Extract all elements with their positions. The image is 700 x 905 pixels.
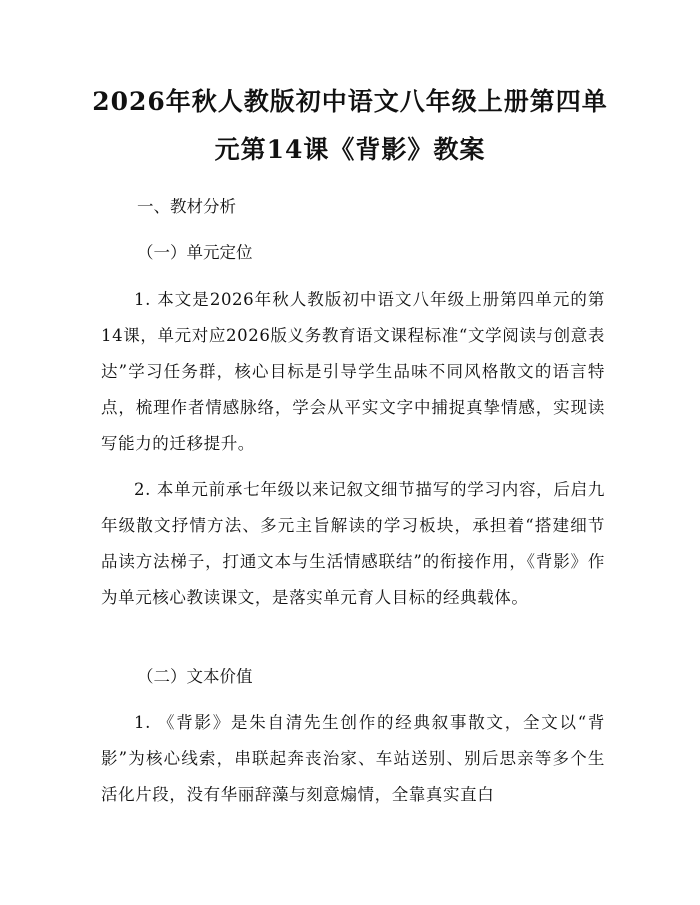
subsection-heading-unit-positioning: （一）单元定位 <box>137 243 253 262</box>
paragraph-text-value-1: 1. 《背影》是朱自清先生创作的经典叙事散文，全文以“背影”为核心线索，串联起奔丧治家、车站送别、别后思亲等多个生活化片段，没有华丽辞藻与刻意煽情，全靠真实直白 <box>101 713 605 804</box>
subsection-heading-text-value: （二）文本价值 <box>137 667 253 686</box>
document-title: 2026年秋人教版初中语文八年级上册第四单元第14课《背影》教案 <box>92 87 608 164</box>
paragraph-unit-positioning-1: 1. 本文是2026年秋人教版初中语文八年级上册第四单元的第14课，单元对应2026版义务教育语文课程标准“文学阅读与创意表达”学习任务群，核心目标是引导学生品味不同风格散文的语言特点，梳理作者情感脉络，学会从平实文字中捕捉真挚情感，实现读写能力的迁移提升。 <box>101 290 605 453</box>
paragraph-unit-positioning-2: 2. 本单元前承七年级以来记叙文细节描写的学习内容，后启九年级散文抒情方法、多元主旨解读的学习板块，承担着“搭建细节品读方法梯子，打通文本与生活情感联结”的衔接作用，《背影》作为单元核心教读课文，是落实单元育人目标的经典载体。 <box>101 480 605 607</box>
section-heading-textbook-analysis: 一、教材分析 <box>137 197 236 216</box>
